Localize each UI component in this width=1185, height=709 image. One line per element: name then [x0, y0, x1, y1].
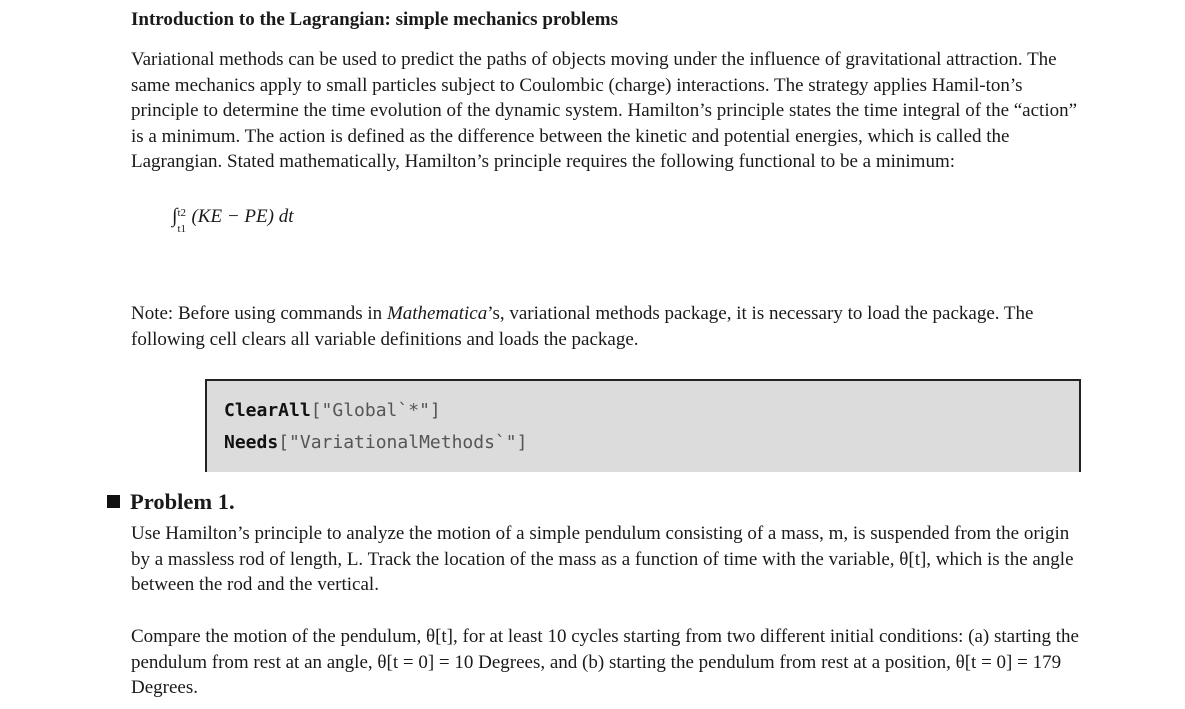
code-function-clearall: ClearAll [224, 400, 311, 421]
section-heading-problem-1[interactable] [107, 488, 235, 516]
integral-upper-limit: t2 [177, 207, 187, 219]
code-line-clearall [224, 400, 441, 422]
code-line-needs [224, 432, 527, 454]
action-integral-formula [172, 204, 294, 235]
problem-paragraph-2: Compare the motion of the pendulum, θ[t], for at least 10 cycles starting from two different initial conditions: (a) starting the pendulum from rest at an angle, θ[t = 0] = 10 Degrees, and (b) starting the pendulum from rest at a position, θ[t = 0] = 179 Degrees. [131, 626, 1079, 699]
code-argument-clearall: ["Global`*"] [310, 400, 441, 421]
input-code-cell[interactable] [205, 379, 1081, 472]
intro-paragraph: Variational methods can be used to predict the paths of objects moving under the influence of gravitational attraction. The same mechanics apply to small particles subject to Coulombic (charge) interactions. The strategy applies Hamil-ton’s principle to determine the time evolution of the dynamic system. Hamilton’s principle states the time integral of the “action” is a minimum. The action is defined as the difference between the kinetic and potential energies, which is called the Lagrangian. Stated mathematically, Hamilton’s principle requires the following functional to be a minimum: [131, 49, 1078, 173]
note-text-after: ’s, variational methods package, it is necessary to load the package. The following cell clears all variable definitions and loads the package. [131, 303, 1034, 350]
code-function-needs: Needs [224, 432, 279, 453]
section-square-icon[interactable] [107, 495, 120, 508]
page-title: Introduction to the Lagrangian: simple mechanics problems [131, 9, 618, 30]
section-title: Problem 1. [130, 489, 235, 514]
problem-paragraph-1: Use Hamilton’s principle to analyze the motion of a simple pendulum consisting of a mass, m, is suspended from the origin by a massless rod of length, L. Track the location of the mass as a function of time with the variable, θ[t], which is the angle between the rod and the vertical. [131, 523, 1074, 596]
note-text-before: Note: Before using commands in [131, 303, 387, 324]
integral-body: (KE − PE) dt [191, 206, 294, 227]
integral-lower-limit: t1 [177, 223, 187, 235]
note-emphasis: Mathematica [386, 303, 488, 324]
integral-sign: ∫ [172, 205, 178, 227]
note-paragraph [131, 301, 1091, 352]
code-argument-needs: ["VariationalMethods`"] [278, 432, 528, 453]
